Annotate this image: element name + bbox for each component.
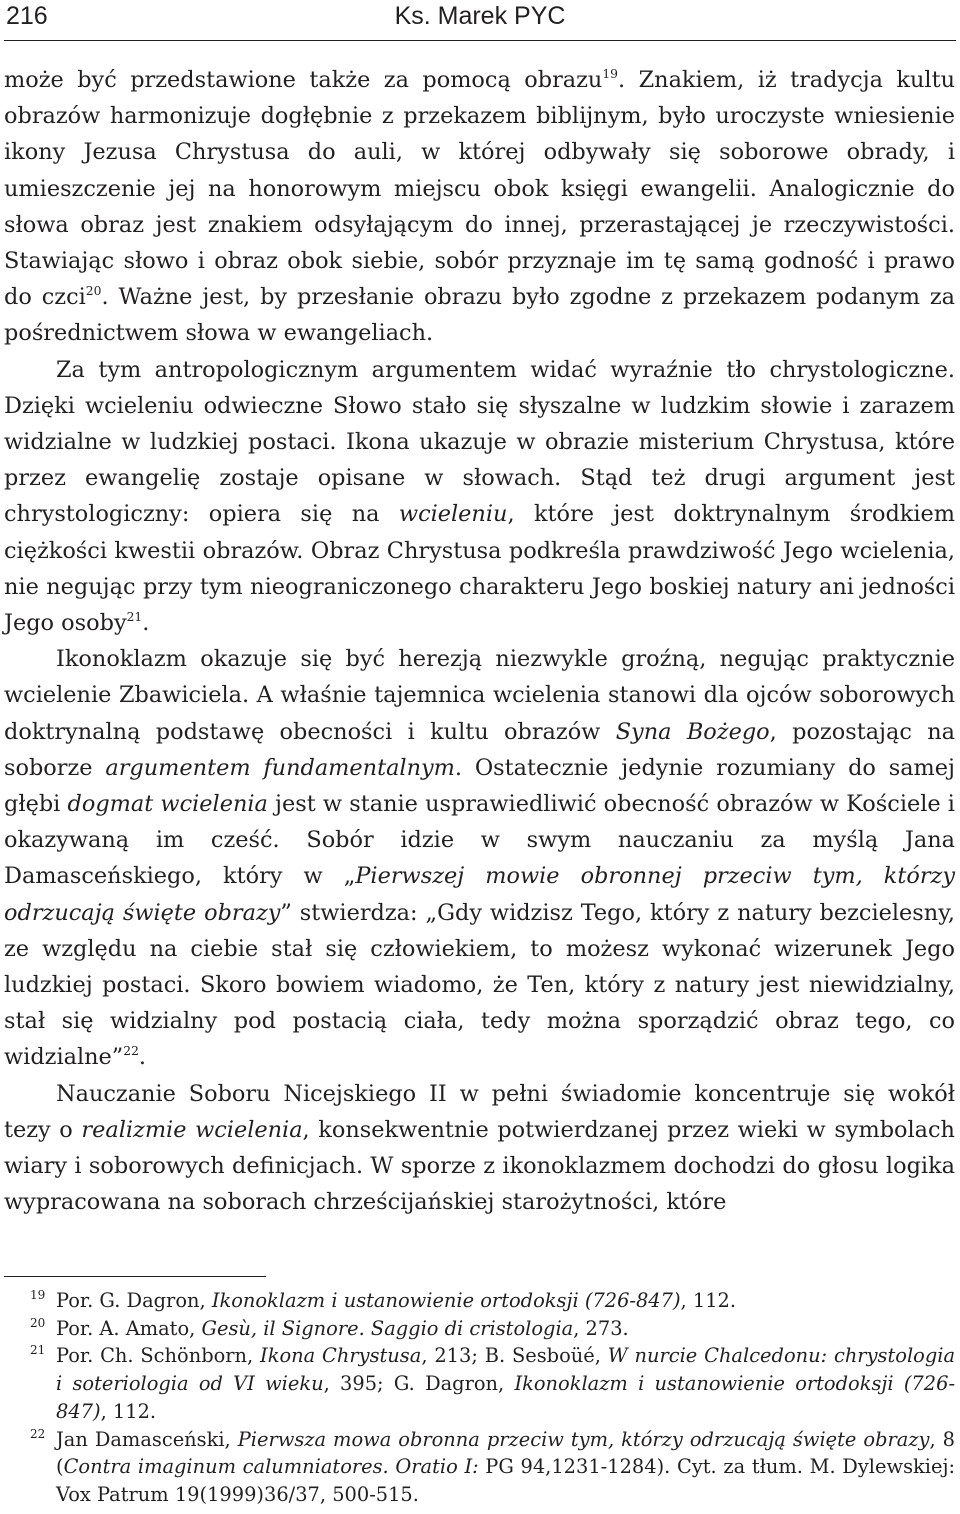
- body-text: [4, 62, 955, 1221]
- paragraph: [4, 62, 955, 352]
- text-span: , pozostając na soborze: [4, 718, 956, 781]
- text-span: Jan Damasceński,: [56, 1427, 238, 1451]
- text-span: . Znakiem, iż tradycja kultu obrazów harmonizuje dogłębnie z przekazem biblijnym, było uroczyste wniesienie ikony Jezusa Chrystusa do auli, w której odbywały się soborowe obrady, i umieszczenie jej na honorowym miejscu obok księgi ewangelii. Analogicznie do słowa obraz jest znakiem odsyłającym do innej, przerastającej je rzeczywistości. Stawiając słowo i obraz obok siebie, sobór przyznaje im tę samą godność i prawo do czci: [4, 67, 955, 311]
- footnote-number: 21: [30, 1343, 46, 1358]
- text-span: . Ostatecznie jedynie rozumiany do samej głębi: [4, 754, 955, 818]
- emphasis: Contra imaginum calumniatores. Oratio I:: [63, 1455, 479, 1479]
- footnotes: [4, 1287, 955, 1509]
- footnote: [4, 1426, 955, 1509]
- text-span: .: [138, 1044, 147, 1071]
- text-span: , 213; B. Sesboüé,: [421, 1344, 608, 1368]
- emphasis: Pierwsza mowa obronna przeciw tym, którzy odrzucają święte obrazy: [237, 1427, 930, 1451]
- text-span: , 112.: [100, 1399, 157, 1423]
- footnote-number: 20: [30, 1315, 46, 1330]
- text-span: Por. Ch. Schönborn,: [56, 1344, 261, 1368]
- text-span: Por. A. Amato,: [56, 1316, 202, 1340]
- footnote: [4, 1287, 955, 1315]
- text-span: jest w stanie usprawiedliwić obecność obrazów w Kościele i okazywaną im cześć. Sobór idzie w swym nauczaniu za myślą Jana Damasceńskiego, który w „: [4, 791, 955, 890]
- footnote-divider: [4, 1276, 266, 1277]
- footnote-number: 19: [30, 1288, 46, 1302]
- emphasis: Gesù, il Signore. Saggio di cristologia: [201, 1316, 574, 1340]
- footnote-ref: 20: [85, 283, 102, 298]
- text-span: Za tym antropologicznym argumentem widać wyraźnie tło chrystologiczne. Dzięki wcieleniu odwieczne Słowo stało się słyszalne w ludzkim słowie i zarazem widzialne w ludzkiej postaci. Ikona ukazuje w obrazie misterium Chrystusa, które przez ewangelię zostaje opisane w słowach. Stąd też drugi argument jest chrystologiczny: opiera się na: [4, 356, 955, 528]
- emphasis: Ikonoklazm i ustanowienie ortodoksji (726-847): [211, 1289, 681, 1312]
- text-span: , które jest doktrynalnym środkiem ciężkości kwestii obrazów. Obraz Chrystusa podkreśla prawdziwość Jego wcielenia, nie negując przy tym nieograniczonego charakteru Jego boskiej natury ani jedności Jego osoby: [4, 501, 955, 637]
- text-span: Nauczanie Soboru Nicejskiego II w pełni świadomie koncentruje się wokół tezy o: [4, 1080, 955, 1143]
- emphasis: W nurcie Chalcedonu: chrystologia i soteriologia od VI wieku: [56, 1344, 956, 1396]
- text-span: .: [142, 610, 150, 637]
- footnote-number: 22: [30, 1426, 46, 1441]
- emphasis: dogmat wcielenia: [67, 791, 268, 818]
- footnote-ref: 22: [123, 1044, 139, 1059]
- text-span: ” stwierdza: „Gdy widzisz Tego, który z natury bezcielesny, ze względu na ciebie stał się człowiekiem, to możesz wykonać wizerunek Jego ludzkiej postaci. Skoro bowiem wiadomo, że Ten, który z natury jest niewidzialny, stał się widzialny pod postacią ciała, tedy można sporządzić obraz tego, co widzialne”: [4, 899, 956, 1071]
- emphasis: realizmie wcielenia: [81, 1116, 303, 1143]
- emphasis: wcieleniu: [398, 501, 508, 528]
- running-head: Ks. Marek PYC: [394, 2, 566, 30]
- paragraph: [4, 641, 955, 1075]
- text-span: , konsekwentnie potwierdzanej przez wieki w symbolach wiary i soborowych definicjach. W sporze z ikonoklazmem dochodzi do głosu logika wypracowana na soborach chrześcijańskiej starożytności, które: [4, 1116, 955, 1216]
- emphasis: Pierwszej mowie obronnej przeciw tym, którzy odrzucają święte obrazy: [4, 863, 955, 926]
- text-span: PG 94,1231-1284). Cyt. za tłum. M. Dylewskiej: Vox Patrum 19(1999)36/37, 500-515.: [56, 1455, 955, 1506]
- emphasis: Ikona Chrystusa: [260, 1344, 422, 1368]
- paragraph: [4, 1076, 955, 1221]
- emphasis: Syna Bożego: [615, 718, 770, 745]
- paragraph: [4, 352, 955, 642]
- page-number: 216: [6, 2, 48, 30]
- text-span: Por. G. Dagron,: [56, 1289, 212, 1312]
- footnote: [4, 1342, 955, 1425]
- emphasis: Ikonoklazm i ustanowienie ortodoksji (726-847): [56, 1372, 955, 1423]
- footnote-ref: 21: [126, 609, 143, 624]
- text-span: . Ważne jest, by przesłanie obrazu było zgodne z przekazem podanym za pośrednictwem słowa w ewangeliach.: [4, 284, 956, 347]
- text-span: , 395; G. Dagron,: [323, 1372, 515, 1396]
- page-header: [4, 0, 956, 41]
- footnote-ref: 19: [602, 66, 619, 81]
- text-span: Ikonoklazm okazuje się być herezją niezwykle groźną, negując praktycznie wcielenie Zbawiciela. A właśnie tajemnica wcielenia stanowi dla ojców soborowych doktrynalną podstawę obecności i kultu obrazów: [4, 646, 955, 745]
- footnote: [4, 1315, 955, 1343]
- text-span: , 112.: [680, 1289, 737, 1312]
- emphasis: argumentem fundamentalnym: [105, 754, 455, 781]
- text-span: , 8 (: [56, 1427, 956, 1479]
- text-span: , 273.: [573, 1316, 629, 1340]
- text-span: może być przedstawione także za pomocą obrazu: [4, 67, 603, 93]
